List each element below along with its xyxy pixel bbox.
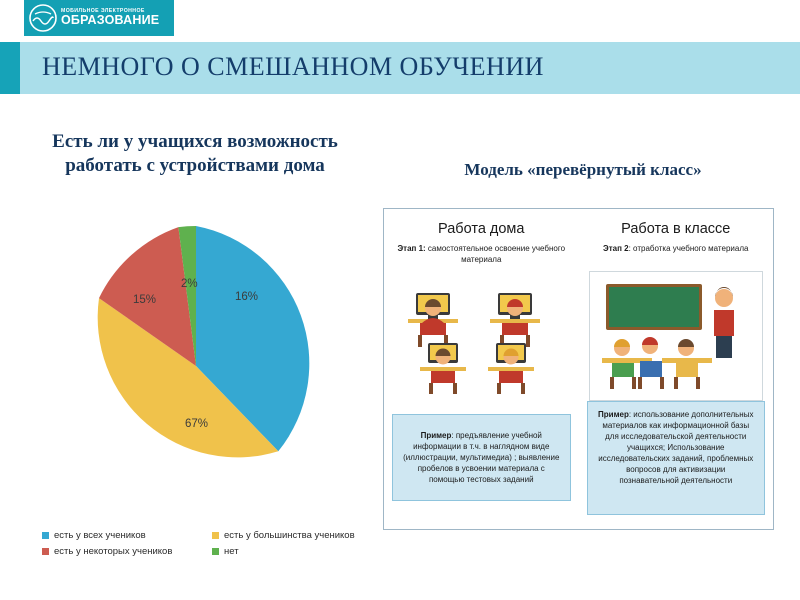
- model-diagram: [383, 208, 774, 530]
- model-column-class: [579, 209, 774, 529]
- example-box-class: [587, 401, 766, 515]
- legend-swatch-1: [212, 532, 219, 539]
- logo-line-2: ОБРАЗОВАНИЕ: [61, 13, 160, 28]
- column-head-home: Работа дома: [438, 221, 525, 237]
- students-at-home-computers-illustration: [394, 271, 569, 401]
- legend-item-1: [212, 530, 355, 541]
- title-accent-bar: [0, 42, 20, 94]
- pie-label-1: 67%: [185, 418, 209, 430]
- pie-label-0: 16%: [235, 291, 259, 303]
- legend-item-0: [42, 530, 212, 541]
- example-text-class: : использование дополнительных материалов как информационной базы для исследовательской деятельности учащихся; Использование исследовательских заданий, проблемных вопросов для активизации познавательной деятельности: [598, 410, 754, 486]
- model-title: Модель «перевёрнутый класс»: [464, 160, 702, 179]
- legend-label-1: есть у большинства учеников: [224, 530, 355, 541]
- legend-label-0: есть у всех учеников: [54, 530, 146, 541]
- example-label-home: Пример: [420, 430, 452, 440]
- legend-item-2: [42, 546, 212, 557]
- chart-legend: [42, 530, 372, 562]
- legend-item-3: [212, 546, 239, 557]
- column-head-class: Работа в классе: [621, 221, 731, 237]
- pie-label-2: 15%: [133, 294, 157, 306]
- example-box-home: [392, 414, 571, 501]
- legend-swatch-3: [212, 548, 219, 555]
- pie-label-3: 2%: [181, 278, 198, 290]
- pie-chart: [48, 218, 344, 514]
- stage-label-class: Этап 2: [603, 244, 629, 253]
- legend-label-2: есть у некоторых учеников: [54, 546, 173, 557]
- stage-text-class: : отработка учебного материала: [628, 244, 749, 253]
- classroom-teacher-blackboard-illustration: [589, 271, 764, 401]
- book-wave-logo-icon: [28, 3, 58, 33]
- legend-label-3: нет: [224, 546, 239, 557]
- column-stage-class: [579, 244, 774, 255]
- brand-logo: [24, 0, 174, 36]
- example-text-home: : предъявление учебной информации в т.ч. в наглядном виде (иллюстрации, мультимедиа) ; выявление пробелов в усвоении материала с помощью тестовых заданий: [403, 430, 560, 485]
- example-label-class: Пример: [598, 410, 629, 419]
- model-column-home: [384, 209, 579, 529]
- legend-swatch-0: [42, 532, 49, 539]
- logo-bar: [0, 0, 800, 40]
- chart-title: Есть ли у учащихся возможность работать с устройствами дома: [52, 131, 338, 177]
- stage-label-home: Этап 1:: [397, 244, 426, 253]
- stage-text-home: самостоятельное освоение учебного материала: [425, 244, 566, 264]
- page-title: НЕМНОГО О СМЕШАННОМ ОБУЧЕНИИ: [42, 52, 544, 81]
- logo-line-1: МОБИЛЬНОЕ ЭЛЕКТРОННОЕ: [61, 7, 145, 14]
- legend-swatch-2: [42, 548, 49, 555]
- column-stage-home: [384, 244, 579, 266]
